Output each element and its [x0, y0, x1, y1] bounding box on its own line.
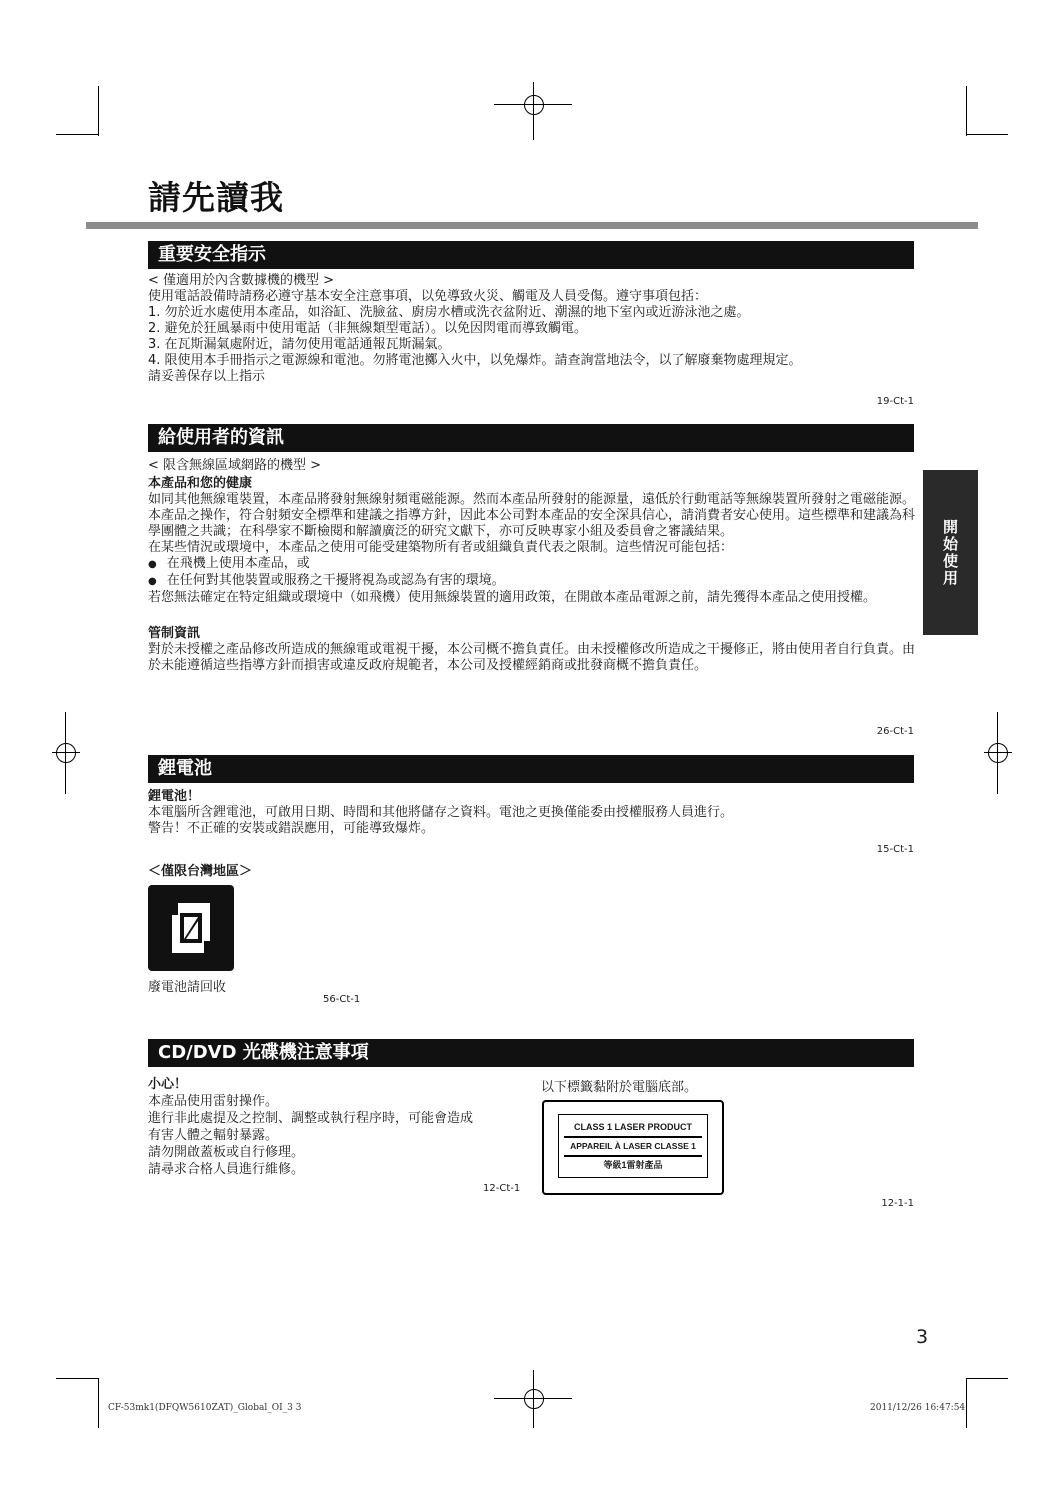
ref-code: 15-Ct-1 — [876, 844, 914, 855]
safety-line: 4. 限使用本手冊指示之電源線和電池。勿將電池擲入火中，以免爆炸。請查詢當地法令，以了解廢棄物處理規定。 — [148, 353, 802, 368]
paragraph: 請勿開啟蓋板或自行修理。 — [148, 1145, 305, 1160]
laser-label — [542, 1100, 724, 1195]
laser-label-line: 等級1雷射產品 — [603, 1159, 663, 1170]
safety-line: 使用電話設備時請務必遵守基本安全注意事項，以免導致火災、觸電及人員受傷。遵守事項包括： — [148, 289, 708, 304]
bullet-item: ● 在飛機上使用本產品，或 — [148, 556, 916, 573]
label-caption: 以下標籤黏附於電腦底部。 — [541, 1080, 698, 1095]
ref-code: 26-Ct-1 — [876, 726, 914, 737]
subheading: 管制資訊 — [148, 626, 201, 641]
section-heading-user-info: 給使用者的資訊 — [148, 424, 914, 452]
paragraph: 若您無法確定在特定組織或環境中（如飛機）使用無線裝置的適用政策，在開啟本產品電源之前，請先獲得本產品之使用授權。 — [148, 590, 877, 605]
safety-line: 3. 在瓦斯漏氣處附近，請勿使用電話通報瓦斯漏氣。 — [148, 337, 451, 352]
side-tab: 開始使用 — [923, 470, 978, 635]
paragraph: 在某些情況或環境中，本產品之使用可能受建築物所有者或組織負責代表之限制。這些情況可能包括： — [148, 540, 734, 555]
page-title: 請先讀我 — [148, 178, 284, 217]
note: < 限含無線區域網路的機型 > — [148, 458, 322, 473]
laser-label-line: CLASS 1 LASER PRODUCT — [564, 1121, 702, 1138]
laser-label-line: APPAREIL À LASER CLASSE 1 — [564, 1138, 702, 1157]
paragraph: 進行非此處提及之控制、調整或執行程序時，可能會造成 — [148, 1111, 474, 1126]
ref-code: 12-Ct-1 — [483, 1183, 521, 1194]
subheading: 鋰電池！ — [148, 789, 201, 804]
paragraph: 本電腦所含鋰電池，可啟用日期、時間和其他將儲存之資料。電池之更換僅能委由授權服務人員進行。 — [148, 805, 734, 820]
subheading: 本產品和您的健康 — [148, 476, 253, 491]
paragraph: 如同其他無線電裝置，本產品將發射無線射頻電磁能源。然而本產品所發射的能源量，遠低於行動電話等無線裝置所發射之電磁能源。 — [148, 492, 916, 507]
page-number: 3 — [916, 1326, 929, 1348]
bullet-item: ● 在任何對其他裝置或服務之干擾將視為或認為有害的環境。 — [148, 573, 916, 590]
paragraph: 請尋求合格人員進行維修。 — [148, 1162, 305, 1177]
section-heading-battery: 鋰電池 — [148, 755, 914, 783]
safety-body — [148, 273, 918, 385]
section-heading-cd-dvd: CD/DVD 光碟機注意事項 — [148, 1039, 914, 1067]
ref-code: 19-Ct-1 — [876, 396, 914, 407]
paragraph: 警告！不正確的安裝或錯誤應用，可能導致爆炸。 — [148, 821, 435, 836]
paragraph: 本產品之操作，符合射頻安全標準和建議之指導方針，因此本公司對本產品的安全深具信心，請消費者安心使用。這些標準和建議為科學團體之共識；在科學家不斷檢閱和解讀廣泛的研究文獻下，亦可反映專家小組及委員會之審議結果。 — [148, 508, 916, 539]
ref-code: 56-Ct-1 — [323, 994, 361, 1005]
footer-file: CF-53mk1(DFQW5610ZAT)_Global_OI_3 3 — [108, 1403, 302, 1413]
ref-code: 12-1-1 — [881, 1198, 914, 1209]
user-info-body — [148, 458, 916, 674]
paragraph: 對於未授權之產品修改所造成的無線電或電視干擾，本公司概不擔負責任。由未授權修改所造成之干擾修正，將由使用者自行負責。由於未能遵循這些指導方針而損害或違反政府規範者，本公司及授權經銷商或批發商概不擔負責任。 — [148, 642, 916, 673]
battery-recycle-icon — [148, 885, 234, 971]
paragraph: 本產品使用雷射操作。 — [148, 1094, 279, 1109]
safety-line: 1. 勿於近水處使用本產品，如浴缸、洗臉盆、廚房水槽或洗衣盆附近、潮濕的地下室內或近游泳池之處。 — [148, 305, 750, 320]
recycle-caption: 廢電池請回收 — [148, 980, 227, 995]
taiwan-label: ＜僅限台灣地區＞ — [148, 864, 253, 879]
subheading: 小心！ — [148, 1077, 188, 1092]
battery-body — [148, 789, 918, 837]
cd-body — [148, 1076, 528, 1178]
safety-line: 請妥善保存以上指示 — [148, 369, 266, 384]
safety-line: 2. 避免於狂風暴雨中使用電話（非無線類型電話）。以免因閃電而導致觸電。 — [148, 321, 588, 336]
section-heading-safety: 重要安全指示 — [148, 241, 914, 269]
paragraph: 有害人體之輻射暴露。 — [148, 1128, 279, 1143]
safety-line: < 僅適用於內含數據機的機型 > — [148, 273, 335, 288]
title-rule — [86, 222, 978, 229]
footer-timestamp: 2011/12/26 16:47:54 — [870, 1403, 966, 1413]
